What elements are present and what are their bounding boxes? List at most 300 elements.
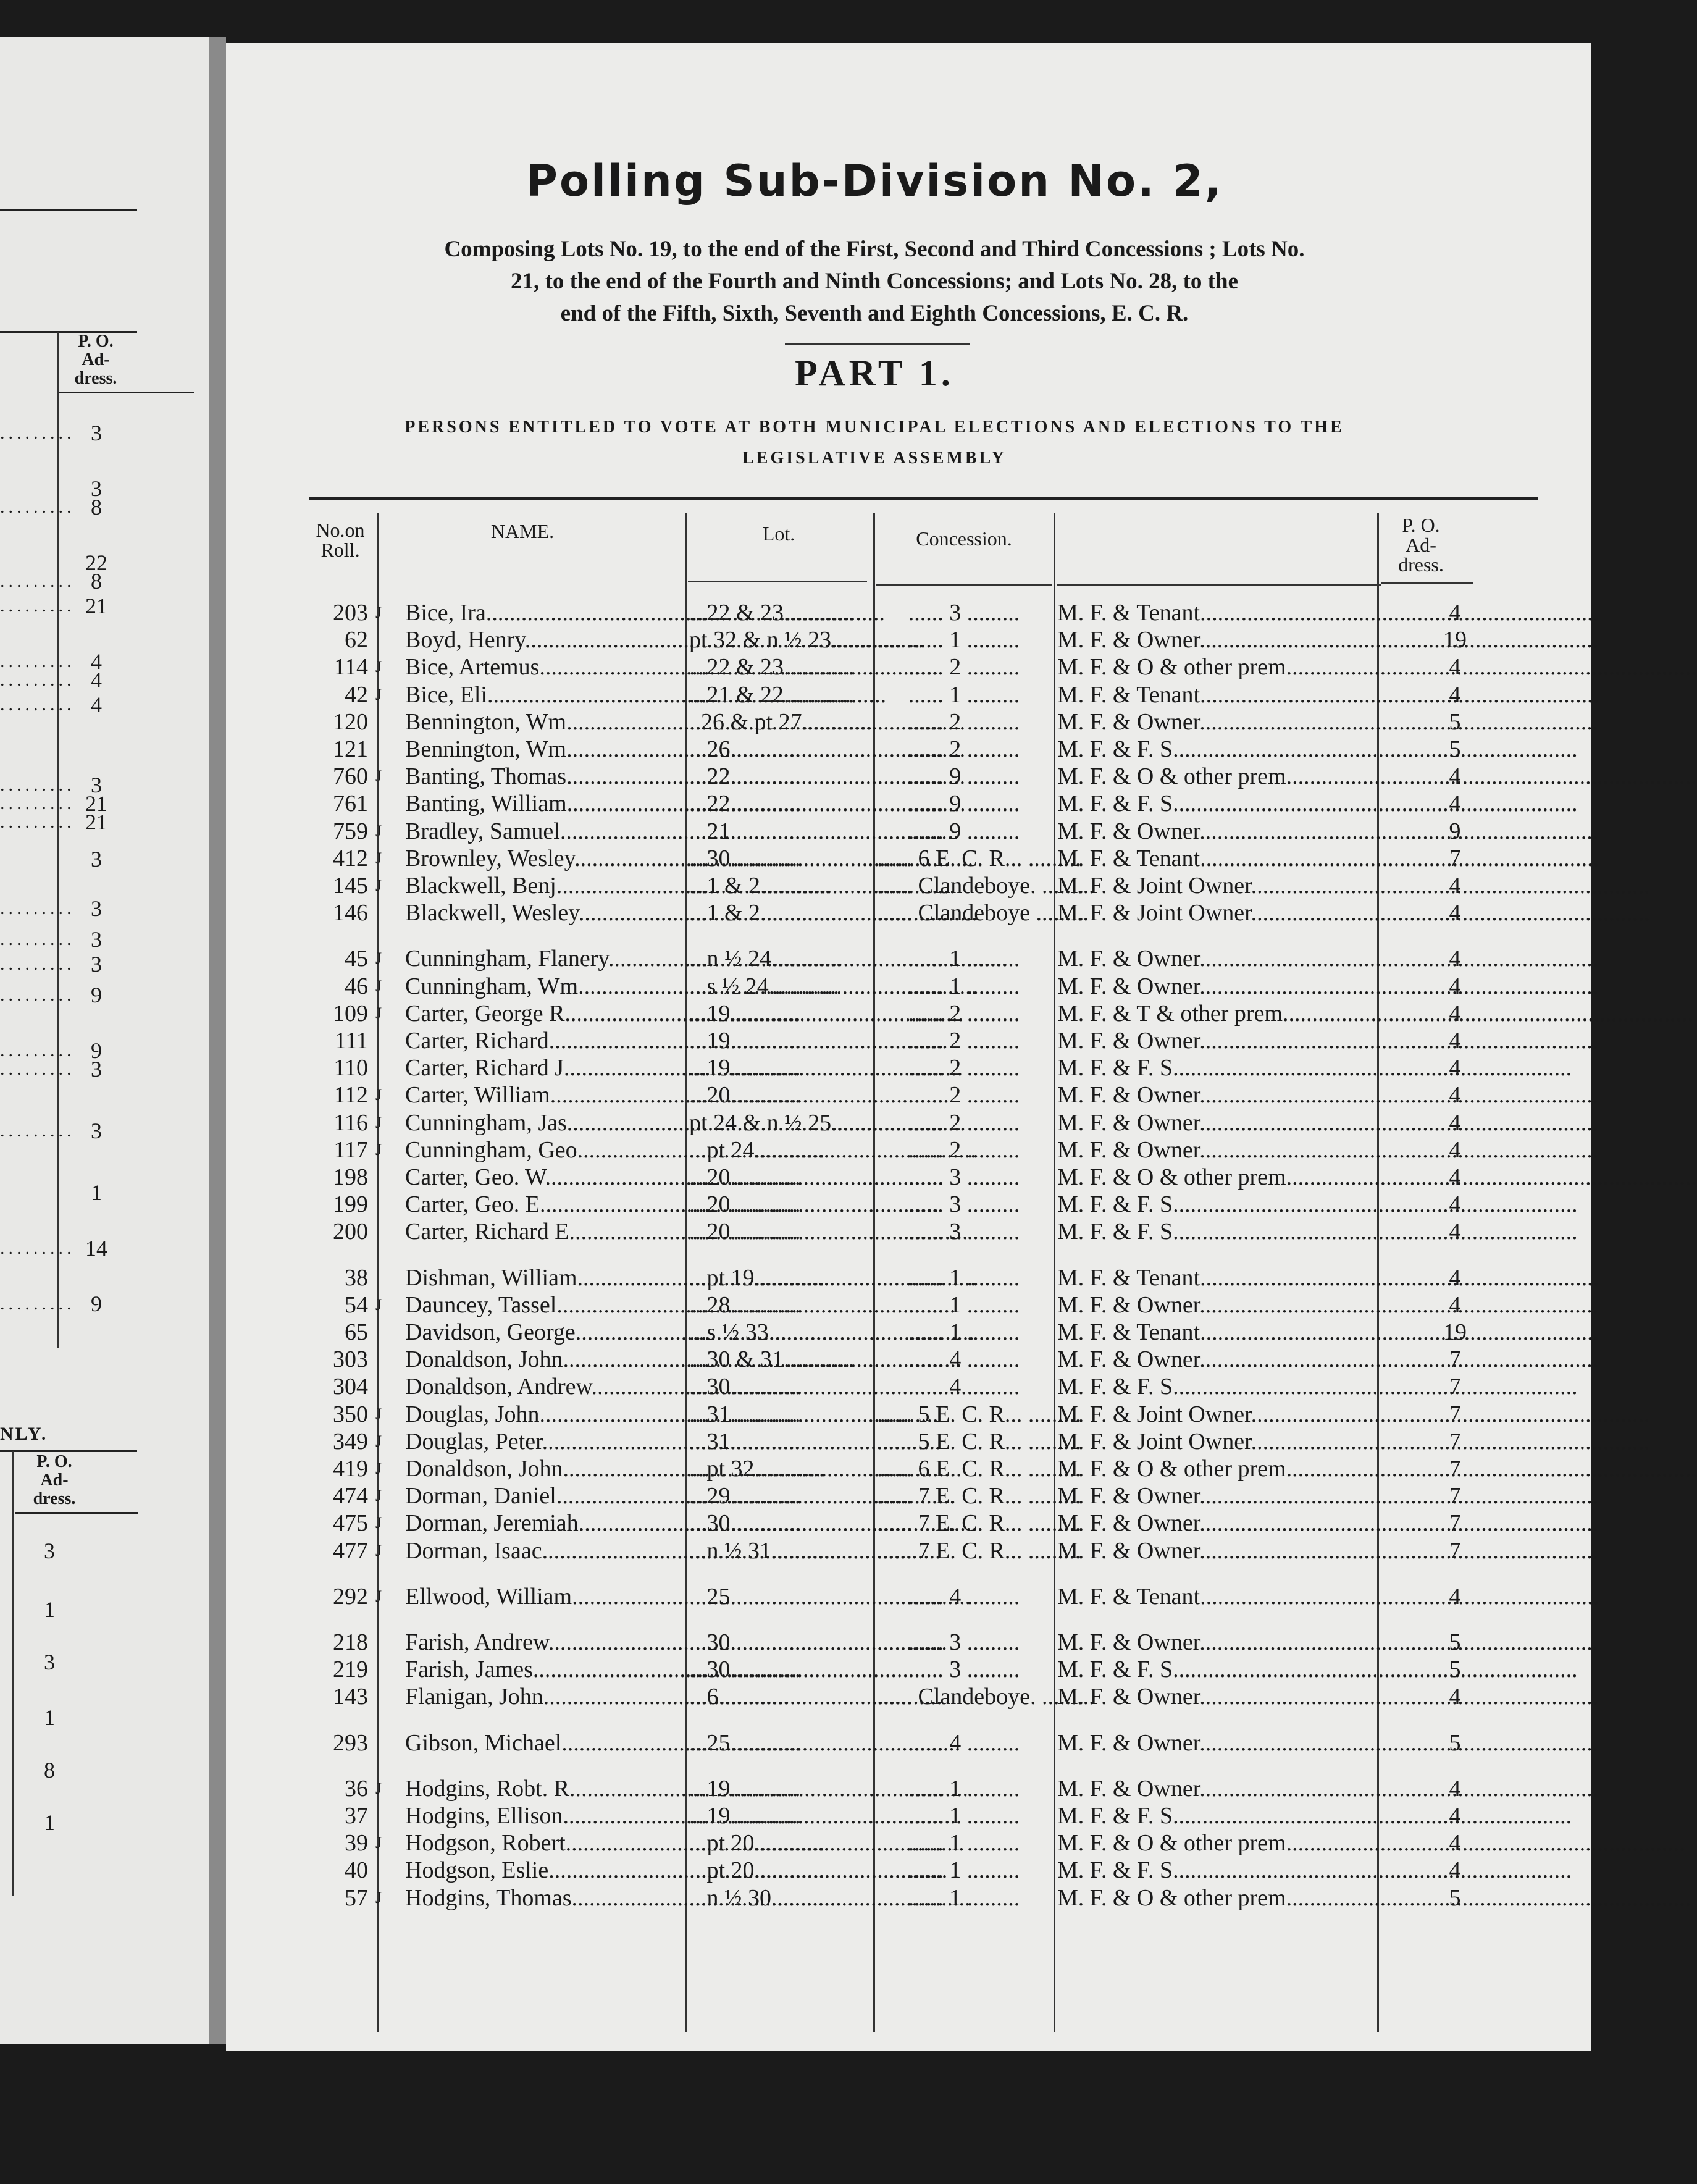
left-page-rule: [15, 1512, 138, 1514]
left-po-number: 3: [91, 952, 102, 976]
po-address: 5: [1449, 1884, 1461, 1911]
lot: ...s ½ 24............: [689, 973, 839, 999]
concession: ...... 2 .........: [908, 1000, 1020, 1027]
roll-number: 219: [333, 1657, 368, 1683]
left-po-number: 3: [44, 1539, 55, 1563]
left-po-number: 3: [91, 1119, 102, 1143]
left-po-number: 14: [85, 1236, 107, 1261]
lot: ...1 & 2............: [689, 873, 831, 899]
juror-mark: J: [375, 821, 382, 840]
po-address: 5: [1449, 736, 1461, 762]
lot: ...pt 20............: [689, 1830, 825, 1857]
voter-name: Carter, Geo. E .....: [405, 1191, 683, 1218]
left-po-number: 3: [91, 773, 102, 797]
roll-number: 143: [333, 1684, 368, 1710]
roll-number: 218: [333, 1629, 368, 1655]
concession: ...... 2 .........: [908, 1136, 1020, 1163]
table-row: [226, 1082, 1523, 1109]
qualification: M. F. & O & other prem .....: [1057, 1829, 1376, 1857]
roll-number: 145: [333, 873, 368, 899]
juror-mark: J: [375, 1113, 382, 1132]
po-address: 4: [1449, 1164, 1461, 1190]
concession: ...... 1 .........: [908, 627, 1020, 653]
roll-number: 39: [345, 1830, 368, 1857]
roll-number: 36: [345, 1775, 368, 1802]
voter-name: Hodgson, Robert .....: [405, 1829, 683, 1857]
header-lot: Lot.: [762, 523, 795, 545]
voter-name: Donaldson, Andrew .....: [405, 1373, 683, 1400]
qualification: M. F. & Joint Owner .....: [1057, 872, 1376, 899]
voter-name: Bice, Eli .....: [405, 681, 683, 708]
concession: ...... 1 .........: [908, 1857, 1020, 1884]
left-dot-leader: .........: [0, 1059, 75, 1079]
voter-name: Cunningham, Geo .....: [405, 1136, 683, 1164]
table-row: [226, 1510, 1523, 1537]
qualification: M. F. & F. S .....: [1057, 1054, 1376, 1082]
concession: ...... 1 .........: [908, 1292, 1020, 1318]
lot: ...19............: [689, 1055, 801, 1082]
juror-mark: J: [375, 849, 382, 867]
po-address: 7: [1449, 1374, 1461, 1400]
roll-number: 412: [333, 845, 368, 872]
po-address: 4: [1449, 1191, 1461, 1218]
table-row: [226, 1802, 1523, 1829]
voter-name: Cunningham, Flanery .....: [405, 945, 683, 972]
concession: ...... 1 .........: [908, 1884, 1020, 1911]
concession: ...... 1 .........: [908, 946, 1020, 972]
lot: ...pt 20............: [689, 1857, 825, 1884]
table-row: [226, 736, 1523, 763]
table-row: [226, 1583, 1523, 1610]
roll-number: 110: [333, 1055, 368, 1082]
juror-mark: J: [375, 876, 382, 894]
left-dot-leader: .........: [0, 1293, 75, 1314]
voter-name: Carter, Geo. W .....: [405, 1164, 683, 1191]
qualification: M. F. & F. S .....: [1057, 1802, 1376, 1829]
juror-mark: J: [375, 1587, 382, 1605]
po-address: 4: [1449, 873, 1461, 899]
left-page-column-rule: [57, 332, 59, 1348]
juror-mark: J: [375, 1086, 382, 1104]
voter-name: Boyd, Henry .....: [405, 626, 683, 653]
qualification: M. F. & Owner .....: [1057, 1482, 1376, 1510]
left-page-label: NLY.: [0, 1424, 48, 1444]
qualification: M. F. & F. S .....: [1057, 1857, 1376, 1884]
left-po-number: 3: [91, 847, 102, 872]
table-row: [226, 1000, 1523, 1027]
juror-mark: J: [375, 767, 382, 786]
lot: ...21............: [689, 818, 801, 844]
po-address: 4: [1449, 1684, 1461, 1710]
concession: ...... 3 .........: [908, 1629, 1020, 1655]
qualification: M. F. & Tenant .....: [1057, 1264, 1376, 1292]
po-address: 4: [1449, 681, 1461, 708]
voter-name: Flanigan, John .....: [405, 1683, 683, 1710]
qualification: M. F. & O & other prem. .....: [1057, 1884, 1376, 1912]
roll-number: 116: [333, 1109, 368, 1136]
lot: ...26............: [689, 736, 801, 762]
concession: ...... 2 .........: [908, 1082, 1020, 1109]
left-page-rule: [0, 209, 137, 211]
lot: ...30 & 31............: [689, 1346, 855, 1373]
left-dot-leader: .........: [0, 694, 75, 715]
table-row: [226, 1401, 1523, 1428]
po-address: 7: [1449, 1537, 1461, 1564]
qualification: M. F. & Owner .....: [1057, 1683, 1376, 1710]
left-po-number: 1: [44, 1705, 55, 1730]
table-row: [226, 708, 1523, 736]
table-row: [226, 1884, 1523, 1912]
concession: ...... Clandeboye. .........: [877, 873, 1095, 899]
table-row: [226, 1136, 1523, 1164]
concession: ...... 5 E. C. R... .........: [877, 1428, 1081, 1455]
qualification: M. F. & Owner .....: [1057, 1136, 1376, 1164]
roll-number: 203: [333, 600, 368, 626]
voter-name: Donaldson, John .....: [405, 1455, 683, 1482]
voter-name: Dorman, Jeremiah .....: [405, 1510, 683, 1537]
concession: ...... 3 .........: [908, 1657, 1020, 1683]
lot: ...25............: [689, 1729, 801, 1756]
concession: ...... 2 .........: [908, 1055, 1020, 1082]
po-address: 4: [1449, 1292, 1461, 1318]
concession: ...... 4 .........: [908, 1729, 1020, 1756]
qualification: M. F. & Tenant .....: [1057, 1319, 1376, 1346]
po-address: 19: [1443, 1319, 1467, 1345]
po-address: 4: [1449, 1264, 1461, 1291]
lot: ...pt 24............: [689, 1136, 825, 1163]
roll-number: 477: [333, 1537, 368, 1564]
lot: ...s ½ 33............: [689, 1319, 839, 1345]
concession: ...... Clandeboye. .........: [877, 1684, 1095, 1710]
lot: ...19............: [689, 1775, 801, 1802]
table-row: [226, 1775, 1523, 1802]
lot: ...22............: [689, 791, 801, 817]
concession: ...... 3 .........: [908, 1164, 1020, 1190]
lot: ...20............: [689, 1219, 801, 1245]
po-address: 4: [1449, 1136, 1461, 1163]
qualification: M. F. & Joint Owner .....: [1057, 1428, 1376, 1455]
concession: ...... 2 .........: [908, 1028, 1020, 1054]
left-po-header: P. O. Ad- dress.: [74, 332, 117, 388]
table-row: [226, 1729, 1523, 1757]
lot: ...28............: [689, 1292, 801, 1318]
concession: ...... 7 E. C. R... .........: [877, 1537, 1081, 1564]
table-row: [226, 1027, 1523, 1054]
header-name: NAME.: [490, 520, 555, 542]
qualification: M. F. & F. S. .....: [1057, 1218, 1376, 1245]
left-dot-leader: .........: [0, 985, 75, 1005]
juror-mark: J: [375, 976, 382, 995]
juror-mark: J: [375, 1432, 382, 1450]
lot: ...30............: [689, 1657, 801, 1683]
lot: ...30............: [689, 1629, 801, 1655]
table-row: [226, 681, 1523, 708]
roll-number: 475: [333, 1510, 368, 1537]
lot: ...30............: [689, 1374, 801, 1400]
table-row: [226, 1829, 1523, 1857]
voter-name: Cunningham, Jas .....: [405, 1109, 683, 1136]
left-po-number: 1: [44, 1597, 55, 1622]
concession: ...... 3 .........: [908, 1219, 1020, 1245]
left-po-number: 3: [91, 476, 102, 501]
qualification: M. F. & O & other prem.. .....: [1057, 1164, 1376, 1191]
roll-number: 303: [333, 1346, 368, 1373]
voter-name: Brownley, Wesley .....: [405, 845, 683, 872]
roll-number: 109: [333, 1000, 368, 1027]
concession: ...... 7 E. C. R... .........: [877, 1483, 1081, 1510]
left-po-number: 21: [85, 810, 107, 834]
table-row: [226, 1537, 1523, 1564]
lot: ...n ½ 24............: [689, 946, 842, 972]
po-address: 4: [1449, 763, 1461, 790]
table-row: [226, 1292, 1523, 1319]
concession: ...... 5 E. C. R... .........: [877, 1401, 1081, 1427]
juror-mark: J: [375, 1405, 382, 1423]
concession: ...... 1 .........: [908, 681, 1020, 708]
table-row: [226, 1482, 1523, 1510]
voter-name: Bradley, Samuel .....: [405, 818, 683, 845]
concession: ...... 6 E. C. R... .........: [877, 1456, 1081, 1482]
po-address: 7: [1449, 1510, 1461, 1537]
juror-mark: J: [375, 1140, 382, 1159]
left-dot-leader: .........: [0, 595, 75, 616]
left-po-number: 9: [91, 1038, 102, 1063]
po-address: 7: [1449, 1456, 1461, 1482]
voter-name: Hodgins, Ellison .....: [405, 1802, 683, 1829]
roll-number: 474: [333, 1483, 368, 1510]
po-address: 19: [1443, 627, 1467, 653]
po-address: 4: [1449, 1000, 1461, 1027]
voter-name: Dorman, Daniel .....: [405, 1482, 683, 1510]
table-row: [226, 1319, 1523, 1346]
lot: ...29............: [689, 1483, 801, 1510]
left-dot-leader: .........: [0, 812, 75, 832]
po-address: 4: [1449, 1857, 1461, 1884]
qualification: M. F. & Owner .....: [1057, 1292, 1376, 1319]
table-row: [226, 845, 1523, 872]
left-po-number: 21: [85, 594, 107, 618]
table-row: [226, 1346, 1523, 1373]
voter-name: Blackwell, Benj .....: [405, 872, 683, 899]
header-po-address: P. O. Ad- dress.: [1398, 514, 1444, 576]
left-dot-leader: .........: [0, 1238, 75, 1258]
table-top-rule: [309, 497, 1538, 500]
header-rule: [688, 581, 867, 582]
table-row: [226, 899, 1523, 926]
table-row: [226, 763, 1523, 790]
juror-mark: J: [375, 658, 382, 676]
header-rule: [1057, 584, 1381, 586]
table-row: [226, 626, 1523, 653]
voter-name: Hodgins, Thomas .....: [405, 1884, 683, 1912]
voter-name: Bennington, Wm .....: [405, 708, 683, 736]
roll-number: 759: [333, 818, 368, 844]
header-rule: [1381, 582, 1473, 584]
concession: ...... 1 .........: [908, 1775, 1020, 1802]
roll-number: 349: [333, 1428, 368, 1455]
qualification: M. F. & F. S. .....: [1057, 736, 1376, 763]
lot: ...22............: [689, 763, 801, 790]
roll-number: 111: [334, 1028, 368, 1054]
voter-name: Carter, Richard E .....: [405, 1218, 683, 1245]
qualification: M. F. & Owner .....: [1057, 945, 1376, 972]
po-address: 5: [1449, 1657, 1461, 1683]
roll-number: 62: [345, 627, 368, 653]
lot: ...19............: [689, 1000, 801, 1027]
lot: ...25............: [689, 1583, 801, 1610]
table-row: [226, 1191, 1523, 1218]
po-address: 4: [1449, 1055, 1461, 1082]
lot: ...30............: [689, 845, 801, 872]
left-dot-leader: .........: [0, 571, 75, 591]
voter-name: Banting, William .....: [405, 790, 683, 817]
po-address: 4: [1449, 1803, 1461, 1829]
po-address: 4: [1449, 1775, 1461, 1802]
concession: ...... 9 .........: [908, 763, 1020, 790]
header-rule: [876, 584, 1052, 586]
table-row: [226, 818, 1523, 845]
table-row: [226, 1264, 1523, 1292]
qualification: M. F. & T & other prem.. .....: [1057, 1000, 1376, 1027]
left-po-number: 22: [85, 550, 107, 575]
table-row: [226, 1164, 1523, 1191]
title-rule: [785, 343, 970, 345]
lot: ...n ½ 30............: [689, 1884, 842, 1911]
roll-number: 304: [333, 1374, 368, 1400]
table-row: [226, 973, 1523, 1000]
left-dot-leader: .........: [0, 775, 75, 795]
concession: ...... 1 .........: [908, 973, 1020, 999]
lot: ...22 & 23............: [689, 600, 855, 626]
concession: ...... 3 .........: [908, 1191, 1020, 1218]
concession: ...... 1 .........: [908, 1830, 1020, 1857]
lot: ...31............: [689, 1428, 801, 1455]
roll-number: 350: [333, 1401, 368, 1427]
juror-mark: J: [375, 949, 382, 968]
lot: ...31............: [689, 1401, 801, 1427]
lot: ...20............: [689, 1164, 801, 1190]
table-row: [226, 1455, 1523, 1482]
voter-name: Carter, Richard J .....: [405, 1054, 683, 1082]
table-row: [226, 599, 1523, 626]
voter-name: Bice, Ira .....: [405, 599, 683, 626]
left-dot-leader: .........: [0, 422, 75, 443]
left-po-number: 3: [91, 927, 102, 952]
qualification: M. F. & Tenant .....: [1057, 599, 1376, 626]
roll-number: 38: [345, 1264, 368, 1291]
po-address: 7: [1449, 845, 1461, 872]
left-po-number: 4: [91, 649, 102, 674]
roll-number: 42: [345, 681, 368, 708]
roll-number: 120: [333, 708, 368, 735]
voter-name: Dishman, William .....: [405, 1264, 683, 1292]
left-po-number: 3: [91, 421, 102, 445]
header-roll-number: No.on Roll.: [316, 519, 365, 561]
po-address: 4: [1449, 1082, 1461, 1109]
qualification: M. F. & Owner .....: [1057, 1510, 1376, 1537]
part-heading: PART 1.: [795, 353, 954, 393]
left-dot-leader: .........: [0, 497, 75, 517]
voter-name: Bice, Artemus .....: [405, 653, 683, 681]
voter-name: Banting, Thomas .....: [405, 763, 683, 790]
subtitle-line: end of the Fifth, Sixth, Seventh and Eighth Concessions, E. C. R.: [560, 301, 1189, 326]
left-po-number: 21: [85, 791, 107, 816]
voter-name: Davidson, George .....: [405, 1319, 683, 1346]
left-dot-leader: .........: [0, 793, 75, 813]
left-page-fragment: [0, 37, 209, 2044]
left-po-number: 3: [44, 1650, 55, 1674]
concession: ...... 3 .........: [908, 600, 1020, 626]
roll-number: 57: [345, 1884, 368, 1911]
lot: ...6............: [689, 1684, 789, 1710]
voter-name: Hodgins, Robt. R .....: [405, 1775, 683, 1802]
po-address: 4: [1449, 1830, 1461, 1857]
juror-mark: J: [375, 1514, 382, 1532]
juror-mark: J: [375, 1888, 382, 1907]
qualification: M. F. & F. S. .....: [1057, 1373, 1376, 1400]
voter-name: Gibson, Michael .....: [405, 1729, 683, 1757]
left-page-rule: [59, 392, 194, 393]
concession: ...... 1 .........: [908, 1319, 1020, 1345]
subtitle-line: 21, to the end of the Fourth and Ninth Concessions; and Lots No. 28, to the: [511, 269, 1238, 294]
left-po-number: 8: [91, 569, 102, 594]
lot: ..26 & pt 27............: [689, 708, 873, 735]
po-address: 7: [1449, 1483, 1461, 1510]
roll-number: 117: [333, 1136, 368, 1163]
left-po-number: 3: [91, 1057, 102, 1082]
qualification: M. F. & Owner .....: [1057, 1775, 1376, 1802]
roll-number: 292: [333, 1583, 368, 1610]
qualification: M. F. & Owner .....: [1057, 1027, 1376, 1054]
table-row: [226, 1054, 1523, 1082]
left-dot-leader: .........: [0, 651, 75, 671]
po-address: 4: [1449, 946, 1461, 972]
qualification: M. F. & Owner .....: [1057, 1629, 1376, 1656]
juror-mark: J: [375, 1541, 382, 1560]
voter-name: Blackwell, Wesley .....: [405, 899, 683, 926]
table-row: [226, 1218, 1523, 1245]
lot: pt 32 & n ½ 23............: [689, 627, 902, 653]
qualification: M. F. & Owner .....: [1057, 1537, 1376, 1564]
concession: ...... 7 E. C. R... .........: [877, 1510, 1081, 1537]
lot: ...21 & 22............: [689, 681, 855, 708]
concession: ...... 1 .........: [908, 1264, 1020, 1291]
voter-name: Farish, James .....: [405, 1656, 683, 1683]
po-address: 5: [1449, 1629, 1461, 1655]
po-address: 4: [1449, 791, 1461, 817]
voter-name: Dorman, Isaac .....: [405, 1537, 683, 1564]
concession: ...... 2 .........: [908, 1109, 1020, 1136]
lot: ...1 & 2............: [689, 900, 831, 926]
juror-mark: J: [375, 1779, 382, 1797]
po-address: 4: [1449, 654, 1461, 681]
po-address: 5: [1449, 708, 1461, 735]
juror-mark: J: [375, 1004, 382, 1022]
qualification: M. F. & Owner .....: [1057, 1729, 1376, 1757]
concession: ...... 1 .........: [908, 1803, 1020, 1829]
juror-mark: J: [375, 1487, 382, 1505]
document-page: [226, 43, 1591, 2051]
page-title: Polling Sub-Division No. 2,: [526, 156, 1223, 206]
lot: ...n ½ 31............: [689, 1537, 842, 1564]
left-po-number: 8: [44, 1758, 55, 1783]
qualification: M. F. & Tenant .....: [1057, 845, 1376, 872]
lot: ...pt 32............: [689, 1456, 825, 1482]
roll-number: 761: [333, 791, 368, 817]
lot: ...20............: [689, 1191, 801, 1218]
concession: ...... 2 .........: [908, 736, 1020, 762]
table-row: [226, 1109, 1523, 1136]
